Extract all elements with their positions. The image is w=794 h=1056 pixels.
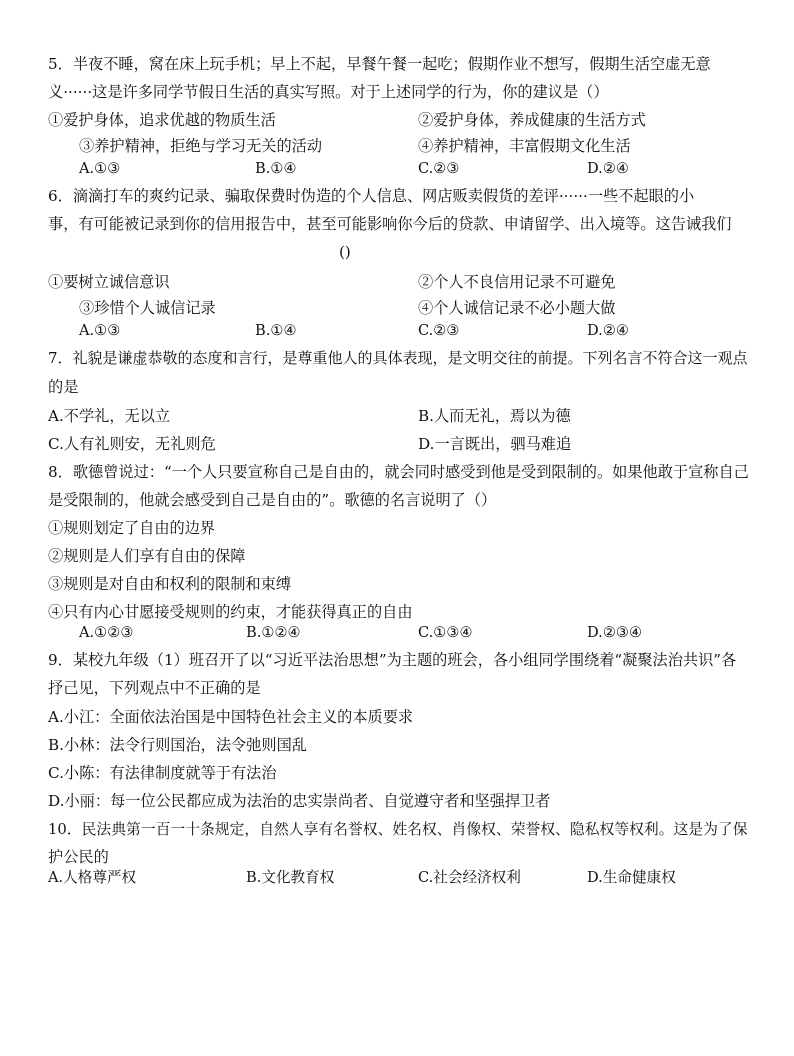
question-6-statement-4: ④个人诚信记录不必小题大做 — [418, 299, 616, 317]
question-8-option-a[interactable]: A.①②③ — [79, 624, 134, 641]
question-8-option-c[interactable]: C.①③④ — [418, 624, 473, 641]
question-5-statement-4: ④养护精神，丰富假期文化生活 — [418, 137, 631, 155]
question-9-stem-line-1: 9．某校九年级（1）班召开了以“习近平法治思想”为主题的班会，各小组同学围绕着“凝聚法治共识”各 — [48, 651, 737, 669]
question-6-statement-3: ③珍惜个人诚信记录 — [79, 299, 216, 317]
question-9-option-b[interactable]: B.小林：法令行则国治，法令弛则国乱 — [48, 736, 307, 754]
question-5-statement-1: ①爱护身体，追求优越的物质生活 — [48, 111, 276, 129]
question-7-option-b[interactable]: B.人而无礼，焉以为德 — [418, 407, 571, 425]
question-6-statement-1: ①要树立诚信意识 — [48, 273, 170, 291]
question-7-option-d[interactable]: D.一言既出，驷马难追 — [418, 435, 572, 453]
question-8-stem-line-1: 8．歌德曾说过：“一个人只要宣称自己是自由的，就会同时感受到他是受到限制的。如果他敢于宣称自己 — [48, 463, 749, 481]
question-10-option-a[interactable]: A.人格尊严权 — [48, 869, 137, 886]
question-7-option-c[interactable]: C.人有礼则安，无礼则危 — [48, 435, 216, 453]
question-5-statement-2: ②爱护身体，养成健康的生活方式 — [418, 111, 646, 129]
question-9-option-c[interactable]: C.小陈：有法律制度就等于有法治 — [48, 764, 277, 782]
question-5-option-c[interactable]: C.②③ — [418, 160, 460, 177]
question-6-answer-blank: () — [339, 243, 351, 261]
question-6-statement-2: ②个人不良信用记录不可避免 — [418, 273, 616, 291]
question-6-stem-line-1: 6．滴滴打车的爽约记录、骗取保费时伪造的个人信息、网店贩卖假货的差评······一些不起眼的小 — [48, 187, 695, 205]
question-7-stem-line-2: 的是 — [48, 378, 79, 396]
question-10-option-c[interactable]: C.社会经济权利 — [418, 869, 521, 886]
question-10-option-b[interactable]: B.文化教育权 — [246, 869, 335, 886]
question-8-statement-3: ③规则是对自由和权利的限制和束缚 — [48, 575, 291, 593]
question-9-option-a[interactable]: A.小江：全面依法治国是中国特色社会主义的本质要求 — [48, 708, 414, 726]
question-10-stem-line-1: 10．民法典第一百一十条规定，自然人享有名誉权、姓名权、肖像权、荣誉权、隐私权等权利。这是为了保 — [48, 821, 748, 838]
question-10-option-d[interactable]: D.生命健康权 — [587, 869, 676, 886]
question-6-option-a[interactable]: A.①③ — [79, 322, 121, 339]
question-9-option-d[interactable]: D.小丽：每一位公民都应成为法治的忠实崇尚者、自觉遵守者和坚强捍卫者 — [48, 792, 551, 810]
question-8-stem-line-2: 是受限制的，他就会感受到自己是自由的”。歌德的名言说明了（） — [48, 491, 497, 509]
question-5-option-d[interactable]: D.②④ — [587, 160, 629, 177]
question-8-statement-4: ④只有内心甘愿接受规则的约束，才能获得真正的自由 — [48, 603, 413, 621]
question-5-option-a[interactable]: A.①③ — [79, 160, 121, 177]
question-5-statement-3: ③养护精神，拒绝与学习无关的活动 — [79, 137, 322, 155]
question-5-option-b[interactable]: B.①④ — [255, 160, 297, 177]
question-6-stem-line-2: 事，有可能被记录到你的信用报告中，甚至可能影响你今后的贷款、申请留学、出入境等。这告诫我们 — [48, 215, 732, 233]
question-9-stem-line-2: 抒己见，下列观点中不正确的是 — [48, 679, 261, 697]
question-8-statement-2: ②规则是人们享有自由的保障 — [48, 547, 246, 565]
question-7-option-a[interactable]: A.不学礼，无以立 — [48, 407, 171, 425]
question-7-stem-line-1: 7．礼貌是谦虚恭敬的态度和言行，是尊重他人的具体表现，是文明交往的前提。下列名言不符合这一观点 — [48, 349, 748, 367]
question-10-stem-line-2: 护公民的 — [48, 848, 109, 866]
question-6-option-c[interactable]: C.②③ — [418, 322, 460, 339]
question-8-option-b[interactable]: B.①②④ — [246, 624, 301, 641]
question-6-option-b[interactable]: B.①④ — [255, 322, 297, 339]
question-8-option-d[interactable]: D.②③④ — [587, 624, 643, 641]
question-5-stem-line-1: 5．半夜不睡，窝在床上玩手机；早上不起，早餐午餐一起吃；假期作业不想写，假期生活空虚无意 — [48, 55, 711, 73]
question-8-statement-1: ①规则划定了自由的边界 — [48, 519, 216, 537]
question-6-option-d[interactable]: D.②④ — [587, 322, 629, 339]
question-5-stem-line-2: 义······这是许多同学节假日生活的真实写照。对于上述同学的行为，你的建议是（） — [48, 83, 609, 101]
